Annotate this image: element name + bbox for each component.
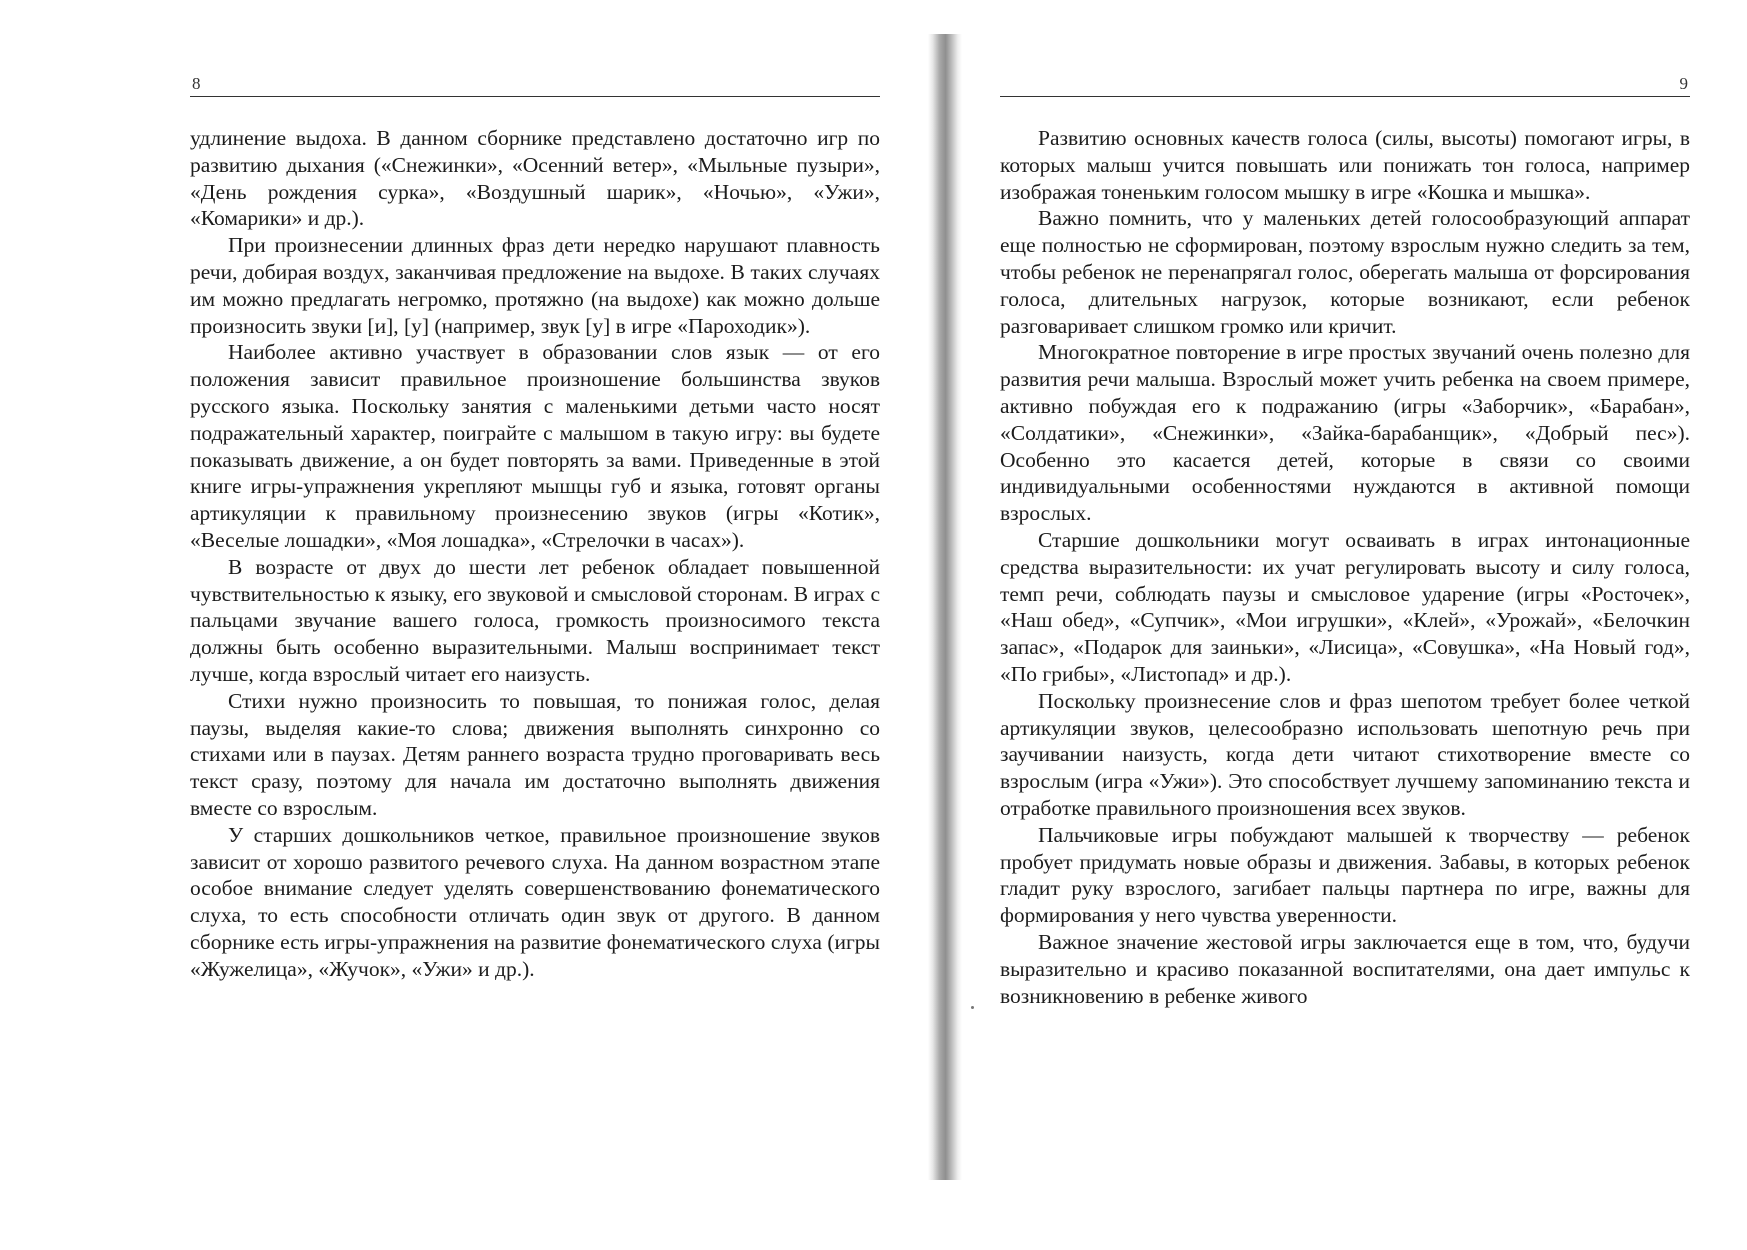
right-page	[1000, 70, 1690, 1009]
left-paragraph-2: При произнесении длинных фраз дети нередко нарушают плавность речи, добирая воздух, заканчивая предложение на выдохе. В таких случаях им можно предлагать негромко, протяжно (на выдохе) как можно дольше произносить звуки [и], [у] (например, звук [у] в игре «Пароходик»).	[190, 233, 880, 338]
right-paragraph-2: Важно помнить, что у маленьких детей голосообразующий аппарат еще полностью не сформирован, поэтому взрослым нужно следить за тем, чтобы ребенок не перенапрягал голос, оберегать малыша от форсирования голоса, длительных нагрузок, которые возникают, если ребенок разговаривает слишком громко или кричит.	[1000, 206, 1690, 338]
right-page-header	[1000, 70, 1690, 97]
right-page-number: 9	[1679, 74, 1688, 93]
left-paragraph-3: Наиболее активно участвует в образовании слов язык — от его положения зависит правильное произношение большинства звуков русского языка. Поскольку занятия с маленькими детьми часто носят подражательный характер, поиграйте с малышом в такую игру: вы будете показывать движение, а он будет повторять за вами. Приведенные в этой книге игры-упражнения укрепляют мышцы губ и языка, готовят органы артикуляции к правильному произнесению звуков (игры «Котик», «Веселые лошадки», «Моя лошадка», «Стрелочки в часах»).	[190, 340, 880, 552]
left-page-header	[190, 70, 880, 97]
left-page-number: 8	[192, 74, 201, 93]
right-page-body	[1000, 125, 1690, 1009]
left-page-body	[190, 125, 880, 983]
right-paragraph-6: Пальчиковые игры побуждают малышей к творчеству — ребенок пробует придумать новые образы и движения. Забавы, в которых ребенок гладит руку взрослого, загибает пальцы партнера по игре, важны для формирования у него чувства уверенности.	[1000, 822, 1690, 928]
right-paragraph-1: Развитию основных качеств голоса (силы, высоты) помогают игры, в которых малыш учится повышать или понижать тон голоса, например изображая тоненьким голосом мышку в игре «Кошка и мышка».	[1000, 126, 1690, 204]
right-paragraph-7: Важное значение жестовой игры заключается еще в том, что, будучи выразительно и красиво показанной воспитателями, она дает импульс к возникновению в ребенке живого	[1000, 929, 1690, 1008]
right-paragraph-5: Поскольку произнесение слов и фраз шепотом требует более четкой артикуляции звуков, целесообразно использовать шепотную речь при заучивании наизусть, когда дети читают стихотворение вместе со взрослым (игра «Ужи»). Это способствует лучшему запоминанию текста и отработке правильного произношения всех звуков.	[1000, 688, 1690, 820]
left-paragraph-5: Стихи нужно произносить то повышая, то понижая голос, делая паузы, выделяя какие-то слова; движения выполнять синхронно со стихами или в паузах. Детям раннего возраста трудно проговаривать весь текст сразу, поэтому для начала им достаточно выполнять движения вместе со взрослым.	[190, 688, 880, 820]
left-paragraph-1: удлинение выдоха. В данном сборнике представлено достаточно игр по развитию дыхания («Снежинки», «Осенний ветер», «Мыльные пузыри», «День рождения сурка», «Воздушный шарик», «Ночью», «Ужи», «Комарики» и др.).	[190, 126, 880, 231]
book-gutter-shadow	[928, 34, 962, 1180]
right-paragraph-4: Старшие дошкольники могут осваивать в играх интонационные средства выразительности: их учат регулировать высоту и силу голоса, темп речи, соблюдать паузы и смысловое ударение (игры «Росточек», «Наш обед», «Супчик», «Мои игрушки», «Клей», «Урожай», «Белочкин запас», «Подарок для заиньки», «Лисица», «Совушка», «На Новый год», «По грибы», «Листопад» и др.).	[1000, 527, 1690, 686]
left-paragraph-4: В возрасте от двух до шести лет ребенок обладает повышенной чувствительностью к языку, его звуковой и смысловой сторонам. В играх с пальцами звучание вашего голоса, громкость произносимого текста должны быть особенно выразительными. Малыш воспринимает текст лучше, когда взрослый читает его наизусть.	[190, 554, 880, 686]
left-page	[190, 70, 880, 983]
right-paragraph-3: Многократное повторение в игре простых звучаний очень полезно для развития речи малыша. Взрослый может учить ребенка на своем примере, активно побуждая его к подражанию (игры «Заборчик», «Барабан», «Солдатики», «Снежинки», «Зайка-барабанщик», «Добрый пес»). Особенно это касается детей, которые в связи со своими индивидуальными особенностями нуждаются в активной помощи взрослых.	[1000, 340, 1690, 526]
left-paragraph-6: У старших дошкольников четкое, правильное произношение звуков зависит от хорошо развитого речевого слуха. На данном возрастном этапе особое внимание следует уделять совершенствованию фонематического слуха, то есть способности отличать один звук от другого. В данном сборнике есть игры-упражнения на развитие фонематического слуха (игры «Жужелица», «Жучок», «Ужи» и др.).	[190, 822, 880, 981]
scan-speck	[971, 1006, 974, 1009]
